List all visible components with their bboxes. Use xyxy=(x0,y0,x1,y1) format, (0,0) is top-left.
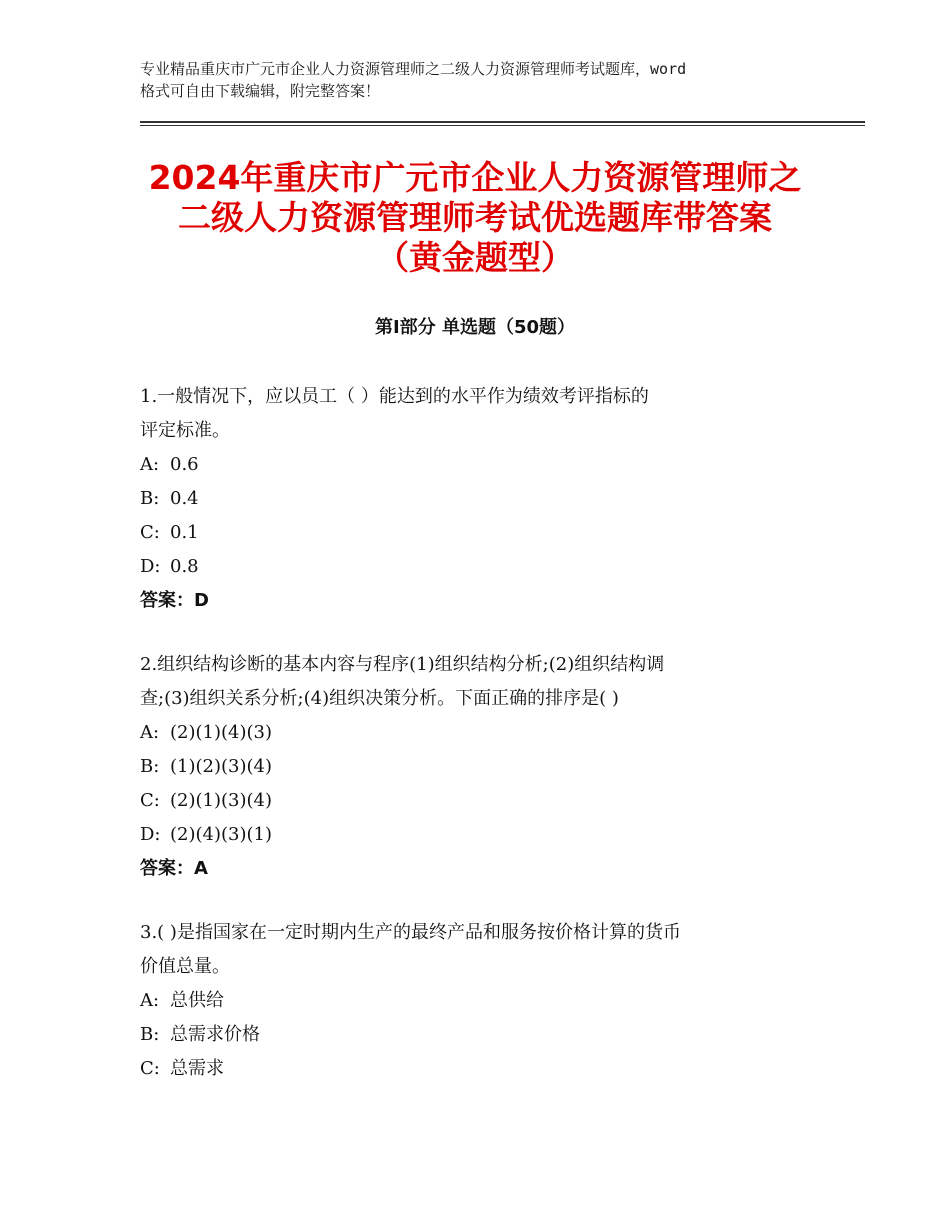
option-d xyxy=(140,818,820,852)
question-stem-line: 查;(3)组织关系分析;(4)组织决策分析。下面正确的排序是( ) xyxy=(140,688,619,709)
option-text: (2)(1)(4)(3) xyxy=(170,722,272,743)
question-1 xyxy=(140,380,820,618)
question-stem-line: 3.( )是指国家在一定时期内生产的最终产品和服务按价格计算的货币 xyxy=(140,922,681,943)
option-c xyxy=(140,784,820,818)
option-a xyxy=(140,716,820,750)
option-d xyxy=(140,550,820,584)
option-text: 总供给 xyxy=(170,990,224,1011)
header-note xyxy=(140,58,830,102)
option-key: C: xyxy=(140,790,160,811)
option-b xyxy=(140,1018,820,1052)
question-stem-line: 评定标准。 xyxy=(140,420,230,441)
option-key: C: xyxy=(140,1058,160,1079)
document-title-line-2: 二级人力资源管理师考试优选题库带答案 xyxy=(178,198,772,237)
option-key: D: xyxy=(140,824,161,845)
document-title-line-1: 2024年重庆市广元市企业人力资源管理师之 xyxy=(148,158,802,197)
question-stem-line: 2.组织结构诊断的基本内容与程序(1)组织结构分析;(2)组织结构调 xyxy=(140,654,665,675)
option-key: A: xyxy=(140,722,160,743)
question-3 xyxy=(140,916,820,1086)
option-text: (1)(2)(3)(4) xyxy=(170,756,272,777)
option-key: B: xyxy=(140,756,160,777)
option-a xyxy=(140,984,820,1018)
option-key: B: xyxy=(140,1024,160,1045)
question-list xyxy=(140,380,820,1116)
option-key: A: xyxy=(140,990,160,1011)
option-text: 总需求 xyxy=(170,1058,224,1079)
question-stem-line: 1.一般情况下，应以员工（ ）能达到的水平作为绩效考评指标的 xyxy=(140,386,649,407)
question-2 xyxy=(140,648,820,886)
option-key: B: xyxy=(140,488,160,509)
option-c xyxy=(140,516,820,550)
document-title-line-3: （黄金题型） xyxy=(376,238,574,277)
option-text: (2)(4)(3)(1) xyxy=(170,824,272,845)
header-note-line-1: 专业精品重庆市广元市企业人力资源管理师之二级人力资源管理师考试题库，word xyxy=(140,60,687,78)
option-text: 0.8 xyxy=(170,556,199,577)
option-key: D: xyxy=(140,556,161,577)
option-text: (2)(1)(3)(4) xyxy=(170,790,272,811)
option-b xyxy=(140,482,820,516)
answer-label: 答案：D xyxy=(140,590,209,611)
option-text: 0.4 xyxy=(170,488,199,509)
option-text: 总需求价格 xyxy=(170,1024,260,1045)
header-rule-thin xyxy=(140,125,865,126)
section-title: 第Ⅰ部分 单选题（50题） xyxy=(374,317,575,338)
header-rule-thick xyxy=(140,121,865,123)
option-a xyxy=(140,448,820,482)
header-note-line-2: 格式可自由下载编辑，附完整答案！ xyxy=(140,82,381,100)
document-title xyxy=(100,158,850,278)
option-text: 0.6 xyxy=(170,454,199,475)
option-key: A: xyxy=(140,454,160,475)
option-text: 0.1 xyxy=(170,522,199,543)
option-key: C: xyxy=(140,522,160,543)
option-c xyxy=(140,1052,820,1086)
answer-label: 答案：A xyxy=(140,858,208,879)
question-stem-line: 价值总量。 xyxy=(140,956,230,977)
option-b xyxy=(140,750,820,784)
